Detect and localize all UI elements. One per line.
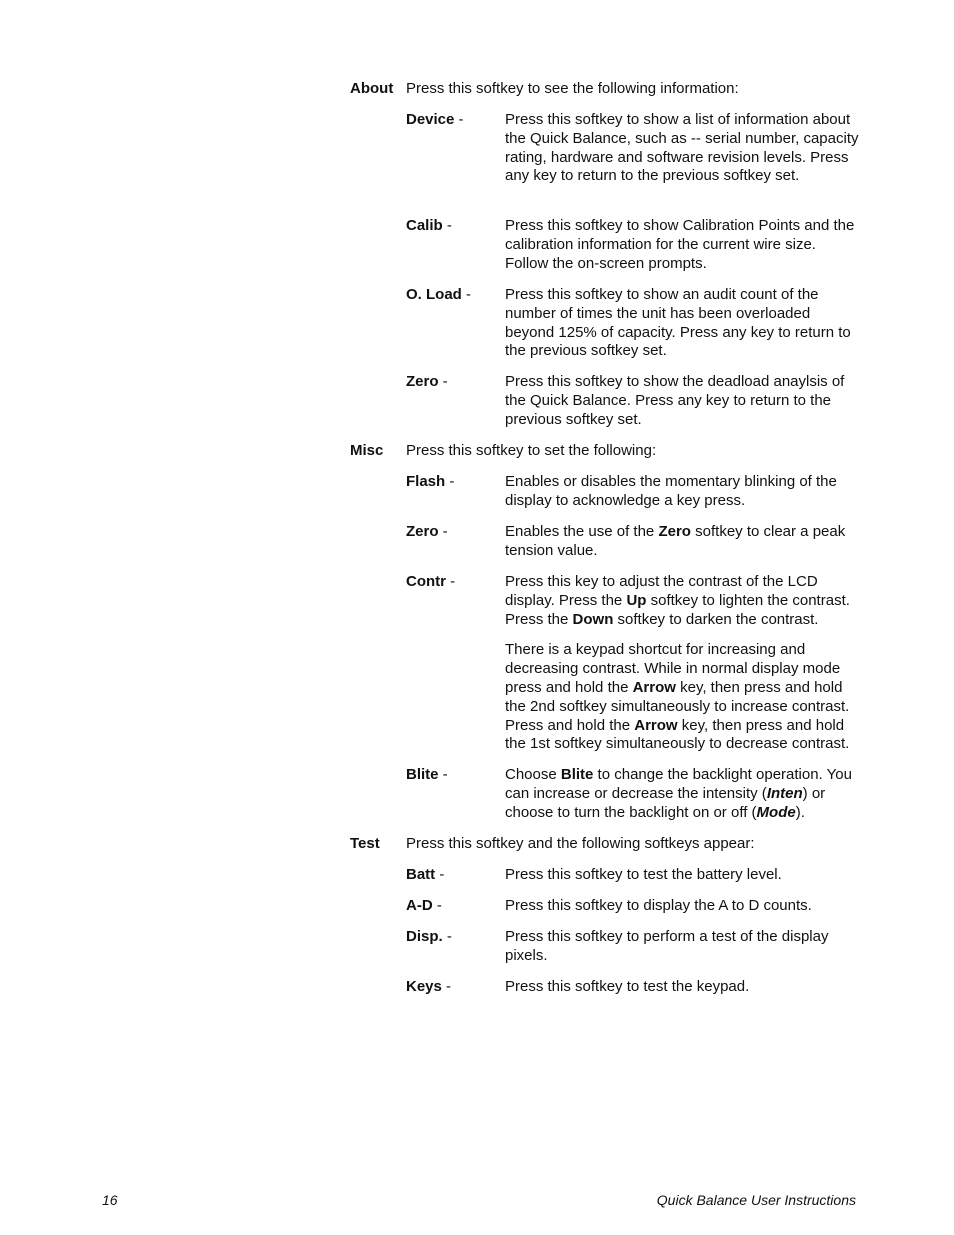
section-intro: Press this softkey to see the following information:	[406, 80, 739, 97]
entry-description: Press this softkey to perform a test of the display pixels.	[505, 928, 829, 964]
entry-description: Enables or disables the momentary blinking of the display to acknowledge a key press.	[505, 473, 837, 509]
entry-description: Press this softkey to show the deadload anaylsis of the Quick Balance. Press any key to return to the previous softkey set.	[505, 373, 845, 428]
entry-term: Calib	[406, 217, 443, 234]
document-page: About Press this softkey to see the following information: Device - Press this softkey to show a list of information about the Quick Balance, such as -- serial number, capacity rating, hardware and software revision levels. Press any key to return to the previous softkey set. Calib - Press this softkey to show Calibration Points and the calibration information for the current wire size. Follow the on-screen prompts. O. Load - Press this softkey to show an audit count of the number of times the unit has been overloaded beyond 125% of capacity. Press any key to return to the previous softkey set. Zero - Press this softkey to show the deadload anaylsis of the Quick Balance. Press any key to return to the previous softkey set. Misc Press this softkey to set the following: Flash - Enables or disables the momentary blinking of the display to acknowledge a key press. Zero - Enables the use of the Zero softkey to clear a peak tension value. Contr - Press this key to adjust the contrast of the LCD display. Press the Up softkey to lighten the contrast. Press the Down softkey to darken the contrast. There is a keypad shortcut for increasing and decreasing contrast. While in normal display mode press and hold the Arrow key, then press and hold the 2nd softkey simultaneously to increase contrast. Press and hold the Arrow key, then press and hold the 1st softkey simultaneously to decrease contrast. Blite - Choose Blite to change the backlight operation. You can increase or decrease the intensity (Inten) or choose to turn the backlight on or off (Mode). Test Press this softkey and the following softkeys appear: Batt - Press this softkey to test the battery level. A-D - Press this softkey to display the A to D counts. Disp. - Press this softkey to perform a test of the display pixels. Keys - Press this softkey to test the keypad. 16 Quick Balance User Instructions	[0, 0, 954, 1235]
entry-term: A-D	[406, 897, 433, 914]
section-intro: Press this softkey and the following softkeys appear:	[406, 835, 755, 852]
entry-term: Device	[406, 111, 455, 128]
entry-term: Zero	[406, 373, 439, 390]
section-intro: Press this softkey to set the following:	[406, 442, 657, 459]
entry-term: Blite	[406, 766, 439, 783]
entry-term: O. Load	[406, 286, 462, 303]
entry-description: Press this softkey to show an audit count of the number of times the unit has been overloaded beyond 125% of capacity. Press any key to return to the previous softkey set.	[505, 286, 851, 360]
entry-term: Flash	[406, 473, 446, 490]
entry-term: Batt	[406, 866, 436, 883]
footer-title: Quick Balance User Instructions	[656, 1192, 856, 1208]
entry-term: Zero	[406, 523, 439, 540]
section-title: Misc	[350, 442, 384, 459]
entry-description: Press this softkey to show Calibration Points and the calibration information for the current wire size. Follow the on-screen prompts.	[505, 217, 855, 272]
page-number: 16	[102, 1192, 118, 1208]
entry-term: Contr	[406, 573, 446, 590]
entry-term: Disp.	[406, 928, 443, 945]
entry-description: Press this key to adjust the contrast of the LCD display. Press the Up softkey to lighten the contrast. Press the Down softkey to darken the contrast. There is a keypad shortcut for increasing and decreasing contrast. While in normal display mode press and hold the Arrow key, then press and hold the 2nd softkey simultaneously to increase contrast. Press and hold the Arrow key, then press and hold the 1st softkey simultaneously to decrease contrast.	[505, 573, 850, 753]
section-title: About	[350, 80, 394, 97]
entry-term: Keys	[406, 978, 442, 995]
section-title: Test	[350, 835, 380, 852]
entry-description: Enables the use of the Zero softkey to clear a peak tension value.	[505, 523, 846, 559]
entry-description: Choose Blite to change the backlight operation. You can increase or decrease the intensity (Inten) or choose to turn the backlight on or off (Mode).	[505, 766, 852, 821]
entry-description: Press this softkey to test the battery level.	[505, 866, 782, 883]
entry-description: Press this softkey to show a list of information about the Quick Balance, such as -- serial number, capacity rating, hardware and software revision levels. Press any key to return to the previous softkey set.	[505, 111, 859, 185]
entry-description: Press this softkey to test the keypad.	[505, 978, 750, 995]
entry-description: Press this softkey to display the A to D counts.	[505, 897, 812, 914]
